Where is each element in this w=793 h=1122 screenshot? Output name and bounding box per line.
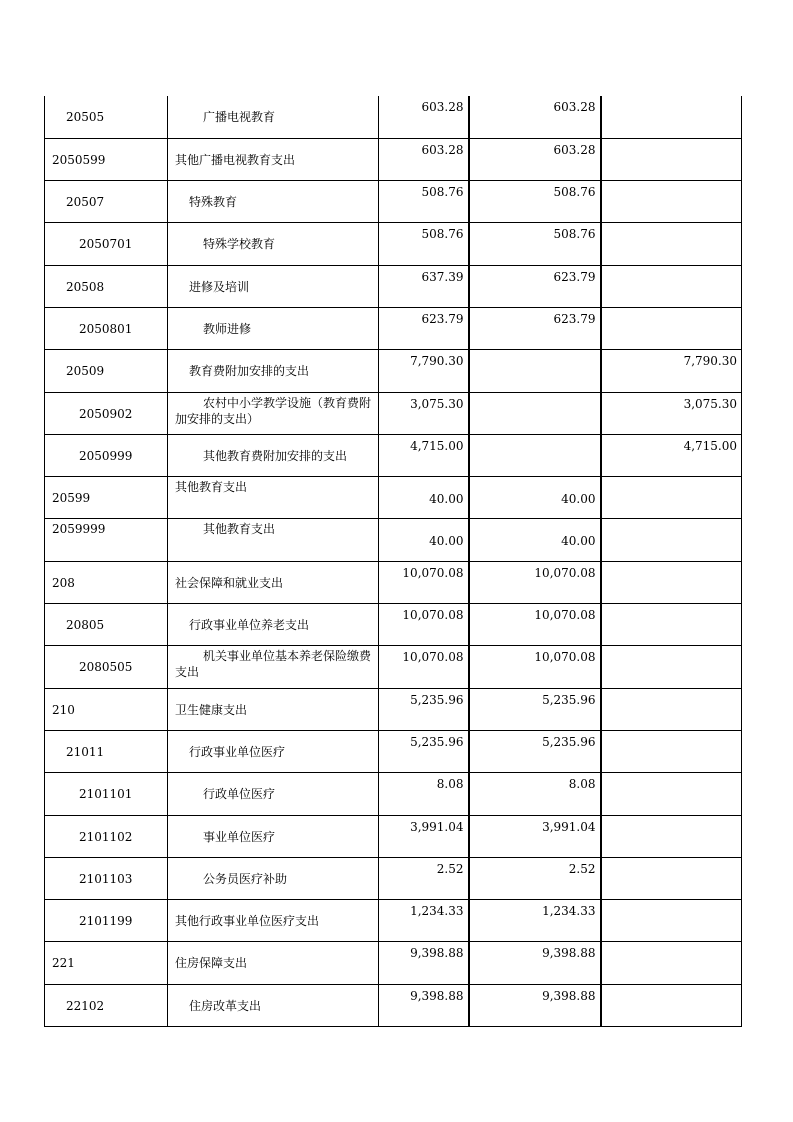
table-row <box>45 519 742 561</box>
subject-name: 教师进修 <box>203 321 252 336</box>
basic-amount: 603.28 <box>553 142 596 157</box>
subject-name: 教育费附加安排的支出 <box>189 364 310 379</box>
table-row <box>45 900 742 942</box>
total-amount: 10,070.08 <box>402 650 464 665</box>
subject-code: 2101102 <box>79 829 133 844</box>
table-row <box>45 604 742 646</box>
subject-code: 2050801 <box>79 321 133 336</box>
total-amount: 40.00 <box>429 492 464 507</box>
basic-amount: 8.08 <box>568 777 596 792</box>
table-row <box>45 984 742 1026</box>
basic-amount: 10,070.08 <box>534 565 596 580</box>
basic-amount: 623.79 <box>553 269 596 284</box>
subject-code: 2050599 <box>52 152 106 167</box>
total-amount: 10,070.08 <box>402 565 464 580</box>
subject-code: 210 <box>52 702 75 717</box>
subject-name: 其他广播电视教育支出 <box>175 152 296 167</box>
subject-name: 其他教育支出 <box>203 522 276 537</box>
subject-name: 进修及培训 <box>189 279 250 294</box>
table-row <box>45 138 742 180</box>
project-amount: 4,715.00 <box>683 438 737 453</box>
subject-name: 事业单位医疗 <box>203 829 276 844</box>
subject-name: 公务员医疗补助 <box>203 871 288 886</box>
subject-name: 卫生健康支出 <box>175 702 248 717</box>
subject-name: 特殊学校教育 <box>203 237 276 252</box>
subject-code: 20509 <box>66 364 105 379</box>
basic-amount: 5,235.96 <box>542 734 596 749</box>
basic-amount: 9,398.88 <box>542 946 596 961</box>
total-amount: 508.76 <box>421 227 464 242</box>
total-amount: 5,235.96 <box>410 734 464 749</box>
total-amount: 3,991.04 <box>410 819 464 834</box>
table-row <box>45 815 742 857</box>
total-amount: 7,790.30 <box>410 354 464 369</box>
subject-code: 20507 <box>66 195 105 210</box>
total-amount: 603.28 <box>421 100 464 114</box>
total-amount: 5,235.96 <box>410 692 464 707</box>
table-row <box>45 96 742 138</box>
total-amount: 2.52 <box>436 861 464 876</box>
table-row <box>45 392 742 434</box>
total-amount: 4,715.00 <box>410 438 464 453</box>
subject-name: 广播电视教育 <box>203 110 276 124</box>
basic-amount: 40.00 <box>561 492 596 507</box>
basic-amount: 9,398.88 <box>542 988 596 1003</box>
table-row <box>45 307 742 349</box>
total-amount: 637.39 <box>421 269 464 284</box>
total-amount: 508.76 <box>421 185 464 200</box>
basic-amount: 1,234.33 <box>542 904 596 919</box>
subject-name: 其他行政事业单位医疗支出 <box>175 914 320 929</box>
subject-code: 2101199 <box>79 914 133 929</box>
subject-name: 住房改革支出 <box>189 998 262 1013</box>
budget-table <box>44 96 742 1027</box>
table-row <box>45 688 742 730</box>
table-row <box>45 477 742 519</box>
subject-name: 特殊教育 <box>189 195 238 210</box>
table-row <box>45 646 742 688</box>
total-amount: 9,398.88 <box>410 946 464 961</box>
subject-code: 2059999 <box>52 522 106 537</box>
basic-amount: 2.52 <box>568 861 596 876</box>
subject-code: 2050902 <box>79 406 133 421</box>
table-row <box>45 223 742 265</box>
basic-amount: 10,070.08 <box>534 608 596 623</box>
basic-amount: 3,991.04 <box>542 819 596 834</box>
subject-name: 行政单位医疗 <box>203 787 276 802</box>
basic-amount: 10,070.08 <box>534 650 596 665</box>
subject-name: 社会保障和就业支出 <box>175 575 284 590</box>
subject-name: 其他教育费附加安排的支出 <box>203 448 348 463</box>
table-row <box>45 265 742 307</box>
total-amount: 3,075.30 <box>410 396 464 411</box>
subject-code: 221 <box>52 956 75 971</box>
table-row <box>45 561 742 603</box>
table-row <box>45 730 742 772</box>
subject-name: 机关事业单位基本养老保险缴费支出 <box>175 649 372 680</box>
basic-amount: 40.00 <box>561 534 596 549</box>
basic-amount: 623.79 <box>553 311 596 326</box>
basic-amount: 508.76 <box>553 185 596 200</box>
subject-code: 208 <box>52 575 75 590</box>
subject-code: 20599 <box>52 491 91 506</box>
total-amount: 8.08 <box>436 777 464 792</box>
subject-name: 农村中小学教学设施（教育费附加安排的支出） <box>175 395 372 426</box>
subject-code: 20805 <box>66 618 105 633</box>
total-amount: 623.79 <box>421 311 464 326</box>
project-amount: 3,075.30 <box>683 396 737 411</box>
basic-amount: 508.76 <box>553 227 596 242</box>
subject-name: 行政事业单位养老支出 <box>189 618 310 633</box>
subject-name: 住房保障支出 <box>175 956 248 971</box>
table-row <box>45 773 742 815</box>
subject-code: 20508 <box>66 279 105 294</box>
subject-code: 2101103 <box>79 871 133 886</box>
project-amount: 7,790.30 <box>683 354 737 369</box>
subject-name: 其他教育支出 <box>175 480 248 495</box>
table-row <box>45 942 742 984</box>
subject-code: 2101101 <box>79 787 133 802</box>
subject-name: 行政事业单位医疗 <box>189 744 286 759</box>
table-row <box>45 434 742 476</box>
basic-amount: 5,235.96 <box>542 692 596 707</box>
total-amount: 9,398.88 <box>410 988 464 1003</box>
total-amount: 603.28 <box>421 142 464 157</box>
subject-code: 2050701 <box>79 237 133 252</box>
total-amount: 1,234.33 <box>410 904 464 919</box>
table-row <box>45 350 742 392</box>
table-row <box>45 857 742 899</box>
table-row <box>45 181 742 223</box>
subject-code: 20505 <box>66 110 105 124</box>
subject-code: 22102 <box>66 998 105 1013</box>
total-amount: 40.00 <box>429 534 464 549</box>
subject-code: 21011 <box>66 744 105 759</box>
subject-code: 2080505 <box>79 660 133 675</box>
basic-amount: 603.28 <box>553 100 596 114</box>
subject-code: 2050999 <box>79 448 133 463</box>
total-amount: 10,070.08 <box>402 608 464 623</box>
